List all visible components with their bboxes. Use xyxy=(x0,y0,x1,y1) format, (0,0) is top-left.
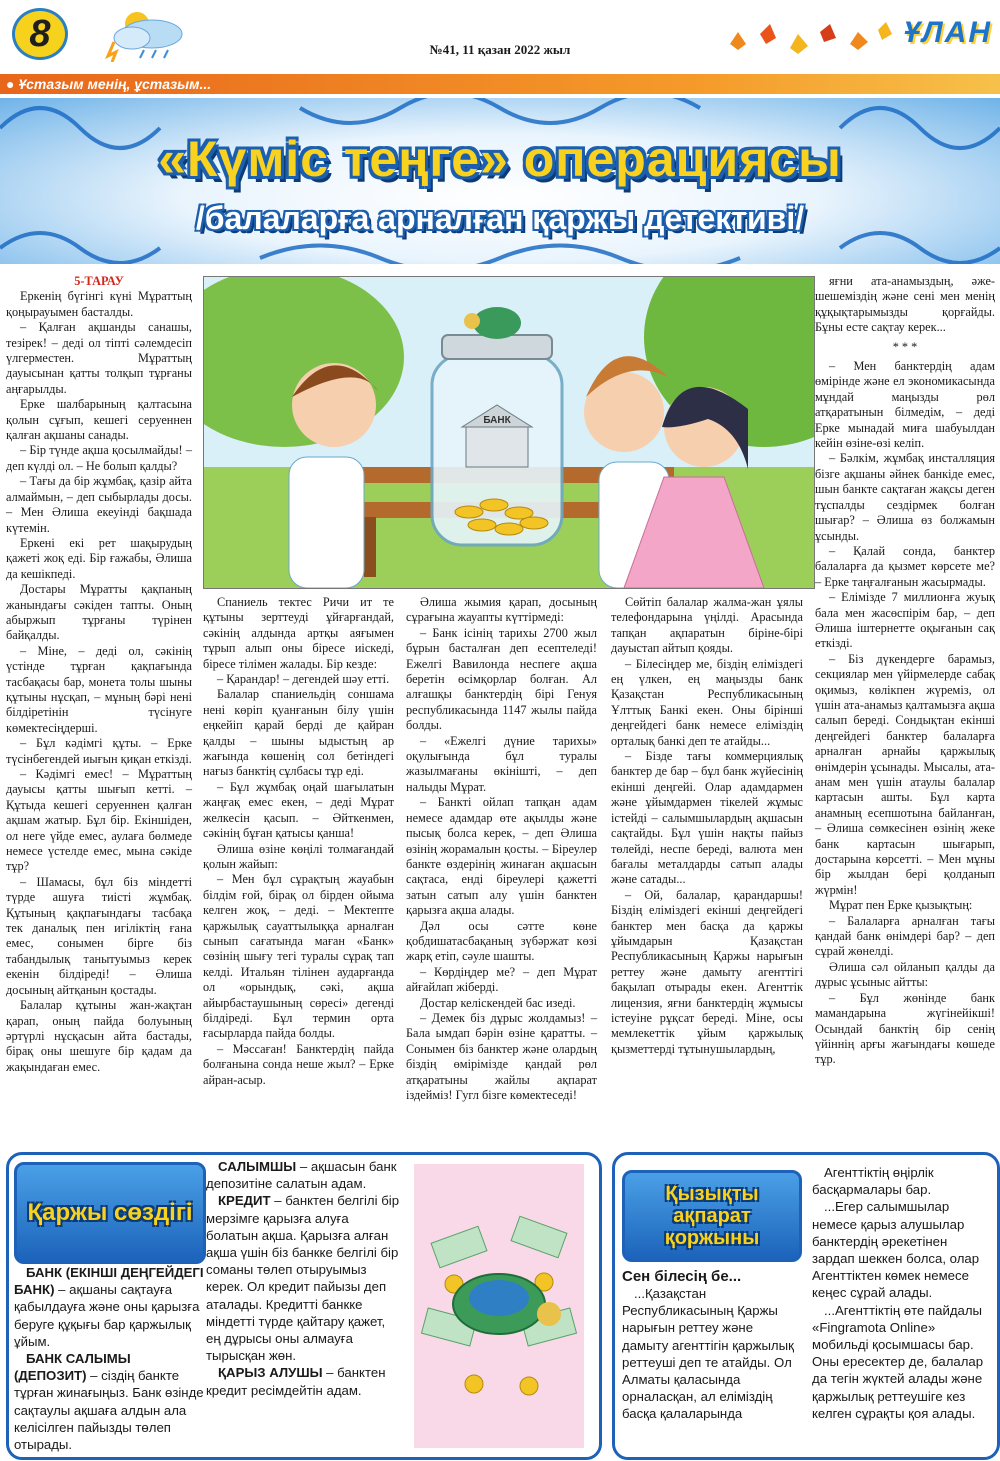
paragraph: Балалар спаниельдің соншама нені көріп қуанғанын білу үшін еңкейіп қарай берді де қайран қалды – шыны ыдыстың ар жағында көшенің сол бетіндегі нағыз банктің сұлбасы тұр еді. xyxy=(203,687,394,779)
article-subtitle: /балаларға арналған қаржы детективі/ xyxy=(195,200,805,236)
paragraph: – Қалған ақшанды санашы, тезірек! – деді ол тіпті сәлемдесіп үлгерместен. Мұраттың дауысынан қатты толқып тұрғаны аңғарылды. xyxy=(6,320,192,396)
glossary-definition: – ақшаны сақтауға қабылдауға және оны қарызға беруге құқығы бар қаржылық ұйым. xyxy=(14,1282,200,1349)
paragraph: – Тағы да бір жұмбақ, қазір айта алмаймын, – деп сыбырлады досы. – Мен Әлиша екеуінді бақшада күтемін. xyxy=(6,474,192,535)
article-title: «Күміс теңге» операциясы xyxy=(158,131,842,187)
paragraph: – Бәлкім, жұмбақ инсталляция бізге ақшаны әйнек банкіде емес, шын банкте сақтаған жақсы деген тұспалды сездірмек болған шығар? – Әлиша өз болжамын ұсынды. xyxy=(815,451,995,543)
paragraph: – «Ежелгі дүние тарихы» оқулығында бұл туралы жазылмағаны өкінішті, – деп налыды Мұрат. xyxy=(406,733,597,794)
glossary-entry xyxy=(14,1350,204,1453)
glossary-badge xyxy=(14,1162,206,1264)
glossary-entry xyxy=(206,1364,402,1398)
paragraph: – Шамасы, бұл біз міндетті түрде ашуға тиісті жұмбақ. Құтының қақпағындағы тасбақа тек даналық пен игіліктің ғана емес, сонымен бірге біз табандылық танытуымыз керек екенін білдіреді! – Әлиша досының айтқанын қостады. xyxy=(6,874,192,997)
page-number: 8 xyxy=(12,8,68,60)
paragraph: – Демек біз дұрыс жолдамыз! – Бала ымдап бәрін өзіне қаратты. – Сонымен біз банктер және олардың біздің өмірімізде қандай рөл атқаратыны жайлы ақпарат іздейміз! Гугл бізге көмектеседі! xyxy=(406,1010,597,1102)
glossary-entry xyxy=(206,1158,402,1192)
paragraph: – Елімізде 7 миллионға жуық бала мен жасөспірім бар, – деп Әлиша іштернетте оқығанын сақ еткізді. xyxy=(815,590,995,651)
info-column-1 xyxy=(622,1266,798,1423)
newspaper-brand: ҰЛАН xyxy=(903,16,992,49)
jar-bank-label: БАНК xyxy=(483,415,511,426)
paragraph: Мұрат пен Ерке қызықтың: xyxy=(829,898,973,913)
paragraph: – Бұл жөнінде банк мамандарына жүгінейікші! Осындай банктің бір сенің үйіннің арғы жағындағы көшеде тұр. xyxy=(815,990,995,1067)
bullet-icon: ● xyxy=(6,76,19,92)
article-column-1 xyxy=(6,274,192,1075)
glossary-entry xyxy=(206,1192,402,1364)
chapter-label: 5-ТАРАУ xyxy=(74,274,124,288)
glossary-definition: – банктен кредит ресімдейтін адам. xyxy=(206,1365,386,1398)
story-illustration xyxy=(203,276,815,589)
article-column-5 xyxy=(815,274,995,1068)
info-paragraph: ...Агенттіктің өте пайдалы «Fingramota Online» мобильді қосымшасы бар. Оны ересектер де, балалар да тегін жүктей алады және қаржылық реттеушіге кез келген сұрақты қоя алады. xyxy=(812,1302,984,1421)
glossary-badge-text: Қаржы сөздігі xyxy=(27,1199,193,1226)
glossary-definition: – банктен белгілі бір мерзімге қарызға алуға болатын ақша. Қарызға алған ақша үшін біз банкке белгілі бір соманы төлеп отыруымыз керек. Ол кредит пайызы деп аталады. Кредитті банкке міндетті түрде қайтару қажет, ең дұрысы оны алмауға тырысқан жөн. xyxy=(206,1193,400,1364)
paragraph: – Мен банктердің адам өмірінде және ел экономикасында мұндай маңызды рөл атқаратынын білмедім, – деді Ерке мынадай миға шабуылдан кейін өзіне-өзі келіп. xyxy=(815,359,995,451)
article-column-3 xyxy=(406,595,597,1103)
paragraph: – Банк ісінің тарихы 2700 жыл бұрын басталған деп есептеледі! Ежелгі Вавилонда неспеге ақша беретін өсімқорлар болған. Ал алғашқы банктердің бірі Генуя республикасында 1147 жылы пайда болды. xyxy=(406,625,597,733)
paragraph: Еркені екі рет шақырудың қажеті жоқ еді. Бір ғажабы, Әлиша да кешікпеді. xyxy=(6,535,192,581)
paragraph: – Мәссаған! Банктердің пайда болғанына сонда неше жыл? – Ерке айран-асыр. xyxy=(203,1041,394,1087)
paragraph: Спаниель тектес Ричи ит те құтыны зерттеуді ұйғарғандай, сәкінің алдында артқы аяғымен тұрып алып оны біресе иіскеді, біресе тілімен жалады. Бір кезде: xyxy=(203,595,394,671)
autumn-leaves-icon xyxy=(720,14,900,64)
issue-date: №41, 11 қазан 2022 жыл xyxy=(429,42,571,57)
glossary-term: САЛЫМШЫ xyxy=(218,1159,297,1174)
coin-jar xyxy=(432,307,562,545)
paragraph: – Мен бұл сұрақтың жауабын білдім ғой, бірақ ол бірден ойыма келген жоқ, – деді. – Мектепте қаржылық сауаттылыққа арналған сынып сағатында маған «Банк» сөзінің шығу тегі туралы сұрақ тап келді. Итальян тілінен аударғанда ол «орындық, сәкі, ақша айырбастаушының сөресі» дегенді білдіреді. Бұл термин орта ғасырларда пайда болды. xyxy=(203,872,394,1041)
paragraph: Ерке шалбарының қалтасына қолын сұғып, кешегі серуеннен қалған ақшаны санады. xyxy=(6,397,192,443)
glossary-term: БАНК (ЕКІНШІ ДЕҢГЕЙДЕГІ БАНК) xyxy=(14,1265,204,1298)
paragraph: – Кәдімгі емес! – Мұраттың дауысы қатты шығып кетті. – Құтыда кешегі серуеннен қалған ақшам жатыр. Бұл бір. Екіншіден, ол неге үйде емес, аулаға бөлмеде немесе үстелде емес, мына сәкіде тұр? xyxy=(6,767,192,874)
glossary-definition: – ақшасын банк депозитіне салатын адам. xyxy=(206,1159,397,1192)
paragraph: Балалар құтыны жан-жақтан қарап, оның пайда болуының әртүрлі нұсқасын айта бастады, бірақ оны шешуге бір қадам да жақындаған емес. xyxy=(6,998,192,1074)
rubric-text: Ұстазым менің, ұстазым... xyxy=(18,76,212,92)
paragraph: яғни ата-анамыздың, әже-шешеміздің және сені мен менің құқықтарымызды қорғайды. Бұны есте сақтау керек... xyxy=(815,274,995,335)
paragraph: Әлиша сәл ойланып қалды да дұрыс ұсыныс айтты: xyxy=(815,959,995,990)
paragraph: Әлиша өзіне көңілі толмағандай қолын жайып: xyxy=(203,841,394,871)
glossary-term: КРЕДИТ xyxy=(218,1193,271,1209)
glossary-entry xyxy=(14,1264,204,1350)
paragraph: – Бір түнде ақша қосылмайды! – деп күлді ол. – Не болып қалды? xyxy=(6,443,192,473)
paragraph: Дәл осы сәтте көне қобдишатасбақаның зүбәржат көзі жарқ етіп, сәуле шашты. xyxy=(406,918,597,964)
paragraph: – Ой, балалар, қарандаршы! Біздің еліміздегі екінші деңгейдегі банктер мен басқа да қаржы ұйымдарын Қазақстан Республикасының Қаржы нарығын реттеу және дамыту агенттігі бақылап отырады екен. Агенттік лицензия, яғни банктердің жұмысы істеуіне рұқсат береді. Міне, осы мемлекеттік ұйым қаржылық қызметтерді тұтынушылардың, xyxy=(611,887,803,1056)
paragraph: Әлиша жымия қарап, досының сұрағына жауапты күттірмеді: xyxy=(406,595,597,625)
paragraph: – Банкті ойлап тапқан адам немесе адамдар өте ақылды және пысық болса керек, – деп Әлиша өзінің жорамалын қосты. – Біреулер банкте өздерінің жинаған ақшасын сақтаса, енді біреулері қажетті затын сатып алу үшін банктен қарызға ақша алады. xyxy=(406,795,597,918)
article-column-4 xyxy=(611,595,803,1057)
paragraph: – Қарандар! – дегендей шәу етті. xyxy=(217,672,390,687)
paragraph: – Бұл жұмбақ оңай шағылатын жаңғақ емес екен, – деді Мұрат желкесін қасып. – Әйткенмен, сәкінің бұған қатысы қанша! xyxy=(203,779,394,841)
money-turtle-illustration xyxy=(414,1164,584,1448)
paragraph: – Бұл кәдімгі құты. – Ерке түсінбегендей иығын қиқан еткізді. xyxy=(6,736,192,766)
glossary-column-1 xyxy=(14,1264,204,1453)
glossary-column-2 xyxy=(206,1158,402,1399)
info-column-2 xyxy=(812,1164,990,1422)
info-paragraph: Агенттіктің өңірлік басқармалары бар. xyxy=(812,1165,934,1198)
paragraph: – Міне, – деді ол, сәкінің үстінде тұрған қақпағында тасбақасы бар, монета толы шыны құтыны нұсқап, – мұның бәрі нені білдіретінін түсінуге көмектесіңдерші. xyxy=(6,643,192,735)
rubric-label xyxy=(6,76,211,92)
paragraph: – Көрдіңдер ме? – деп Мұрат айғайлап жіберді. xyxy=(406,964,597,995)
article-column-2 xyxy=(203,595,394,1088)
paragraph: – Балаларға арналған тағы қандай банк өнімдері бар? – деп сұрай жөнелді. xyxy=(815,913,995,959)
glossary-term: ҚАРЫЗ АЛУШЫ xyxy=(218,1365,323,1381)
paragraph: – Бізде тағы коммерциялық банктер де бар – бұл банк жүйесінің екінші деңгейі. Олар адамдармен және ұйымдармен тікелей жұмыс істейді – салымшылардың ақшасын сақтайды. Бұл үшін нақты пайыз төлейді, неспе береді, валюта мен бағалы металдарды сатып алады және сатады... xyxy=(611,749,803,887)
info-badge-text: Қызықты ақпарат қоржыны xyxy=(664,1183,760,1249)
info-paragraph: ...Егер салымшылар немесе қарыз алушылар банктердің әрекетінен зардап шеккен болса, олар Агенттіктен көмек немесе кеңес сұрай алады. xyxy=(812,1199,980,1301)
section-divider: * * * xyxy=(892,339,918,354)
paragraph: Сөйтіп балалар жалма-жан ұялы телефондарына үңілді. Арасында тапқан ақпаратын біріне-бірі дауыстап айтып қояды. xyxy=(611,595,803,656)
info-badge xyxy=(622,1170,802,1262)
paragraph: Достар келіскендей бас изеді. xyxy=(420,995,576,1010)
weather-cloud-icon xyxy=(92,8,192,62)
paragraph: Достары Мұратты қақпаның жанындағы сәкіден тапты. Оның абыржып тұрғаны түрінен байқалды. xyxy=(6,582,192,643)
glossary-term: БАНК САЛЫМЫ (ДЕПОЗИТ) xyxy=(14,1351,131,1384)
info-paragraph: ...Қазақстан Республикасының Қаржы нарығын реттеу және дамыту агенттігін қаржылық реттеуші деп те атайды. Ол Алматы қаласында орналасқан, ал еліміздің басқа қалаларында xyxy=(622,1286,794,1422)
paragraph: Еркенің бүгінгі күні Мұраттың қоңырауымен басталды. xyxy=(6,289,192,319)
paragraph: – Білесіңдер ме, біздің еліміздегі ең үлкен, ең маңызды банк Қазақстан Республикасының Ұлттық Банкі екен. Оны бірінші деңгейдегі банк немесе еліміздің орталық банкі деп те атайды... xyxy=(611,656,803,748)
paragraph: – Біз дүкендерге барамыз, секциялар мен үйірмелерде сабақ оқимыз, көлікпен жүреміз, ол үшін ата-анамыз қалтамызға ақша салып береді. Сондықтан екінші деңгейдегі банктер балаларға арналған арнайы қаржылық өнімдерін ұсынады. Мысалы, ата-анам мен үшін атаулы балалар картасын ашты. Бұл карта анамның есепшотына байланған, – Әлиша сөмкесінен өзінің жеке банк картасын шығарып, достарына көрсетті. – Мен мұны бір жылдан бері қолданып жүрмін! xyxy=(815,651,995,897)
info-heading: Сен білесің бе... xyxy=(622,1268,742,1285)
paragraph: – Қалай сонда, банктер балаларға да қызмет көрсете ме? – Ерке таңғалғанын жасырмады. xyxy=(815,543,995,589)
glossary-definition: – сіздің банкте тұрған жинағыңыз. Банк өзінде сақтаулы ақшаға алдын ала келісілген пайызды төлеп отырады. xyxy=(14,1368,204,1453)
